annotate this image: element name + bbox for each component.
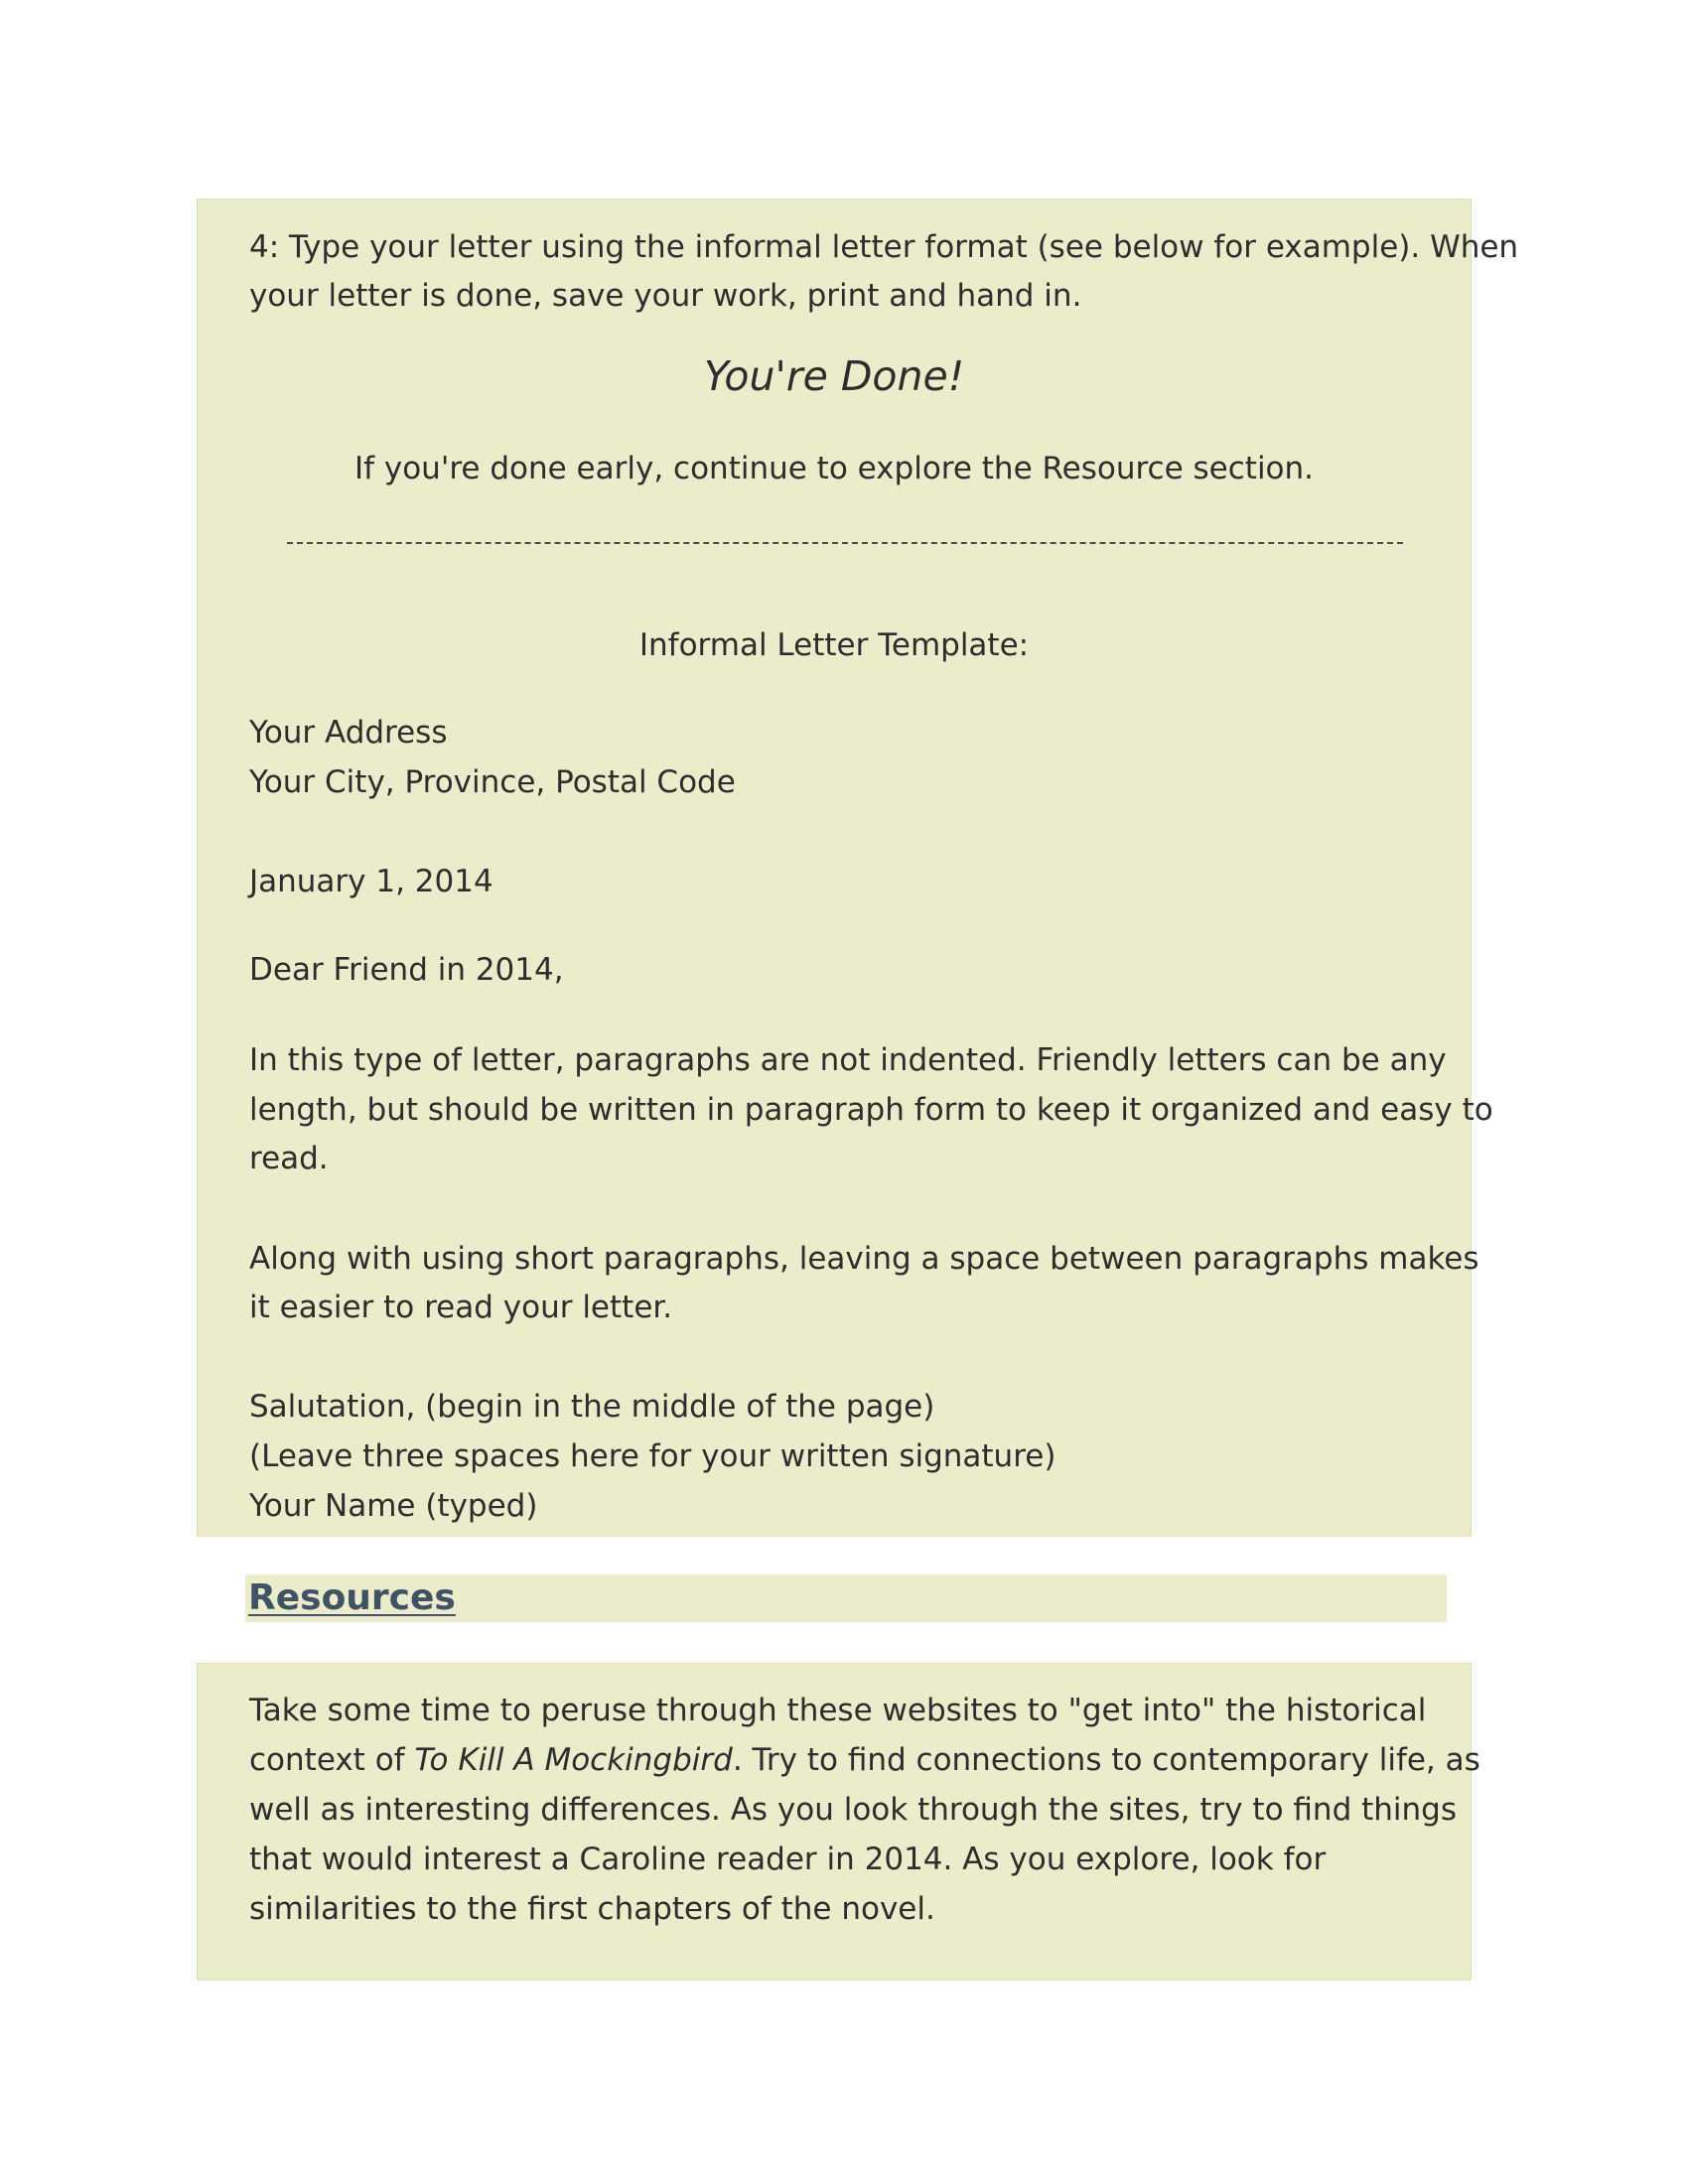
letter-para1-line-3: read. — [249, 1141, 329, 1176]
resources-line-2-after: . Try to find connections to contemporary life, as — [732, 1742, 1480, 1778]
step4-line-1: 4: Type your letter using the informal letter format (see below for example). When — [249, 229, 1519, 265]
resources-line-5: similarities to the first chapters of the novel. — [249, 1891, 935, 1927]
letter-para2-line-1: Along with using short paragraphs, leaving a space between paragraphs makes — [249, 1241, 1479, 1277]
resources-panel — [197, 1663, 1480, 1980]
resources-line-2 — [249, 1735, 1480, 1785]
resources-heading[interactable]: Resources — [248, 1577, 456, 1618]
resources-heading-band — [245, 1574, 1447, 1622]
early-note: If you're done early, continue to explore the Resource section. — [353, 451, 1315, 486]
dashed-divider — [287, 542, 1403, 544]
letter-address: Your Address — [249, 715, 448, 751]
resources-line-4: that would interest a Caroline reader in 2014. As you explore, look for — [249, 1842, 1327, 1877]
letter-city-line: Your City, Province, Postal Code — [249, 764, 736, 800]
resources-line-1: Take some time to peruse through these websites to "get into" the historical — [249, 1693, 1427, 1728]
letter-para1-line-2: length, but should be written in paragraph form to keep it organized and easy to — [249, 1092, 1493, 1128]
step4-line-2: your letter is done, save your work, print and hand in. — [249, 278, 1082, 314]
letter-instructions-panel — [197, 199, 1519, 1537]
letter-date: January 1, 2014 — [249, 864, 493, 899]
resources-line-3: well as interesting differences. As you look through the sites, try to find things — [249, 1792, 1457, 1828]
resources-line-2-before: context of — [249, 1742, 415, 1778]
template-title: Informal Letter Template: — [638, 627, 1030, 663]
letter-signature-note: (Leave three spaces here for your written signature) — [249, 1438, 1056, 1474]
letter-closing: Salutation, (begin in the middle of the page) — [249, 1389, 935, 1425]
letter-name: Your Name (typed) — [249, 1488, 538, 1524]
novel-title: To Kill A Mockingbird — [414, 1742, 733, 1778]
letter-para2-line-2: it easier to read your letter. — [249, 1290, 673, 1325]
letter-greeting: Dear Friend in 2014, — [249, 952, 564, 988]
done-title: You're Done! — [703, 352, 965, 400]
letter-para1-line-1: In this type of letter, paragraphs are not indented. Friendly letters can be any — [249, 1042, 1447, 1078]
